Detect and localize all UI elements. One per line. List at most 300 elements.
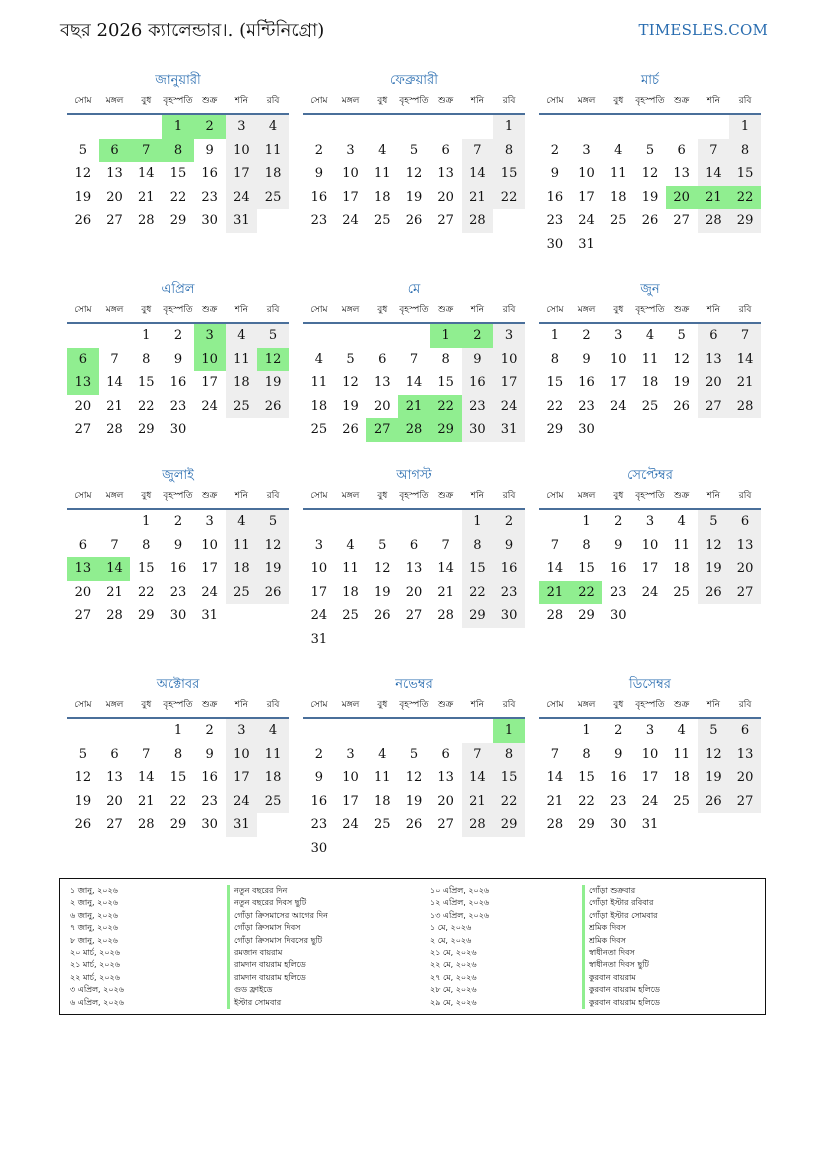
holiday-date: ১০ এপ্রিল, ২০২৬ xyxy=(430,886,490,895)
day-cell: 12 xyxy=(405,166,423,181)
day-cell: 29 xyxy=(137,422,155,437)
day-cell: 16 xyxy=(201,166,218,181)
day-cell: 17 xyxy=(641,561,659,576)
holiday-date: ২২ মার্চ, ২০২৬ xyxy=(70,972,120,982)
weekday-label: বৃহস্পতি xyxy=(635,700,665,710)
weekday-header xyxy=(539,695,761,719)
holiday-name: স্বাধীনতা দিবস ছুটি xyxy=(582,959,660,971)
day-cell: 29 xyxy=(169,213,187,228)
empty-cell xyxy=(366,628,398,652)
day-cell: 9 xyxy=(205,746,214,762)
day-cell: 8 xyxy=(582,537,591,553)
day-cell: 11 xyxy=(373,166,391,181)
day-cell: 30 xyxy=(609,608,627,623)
empty-cell xyxy=(634,233,666,257)
holiday-dates-col1 xyxy=(70,885,124,1009)
day-cell: 18 xyxy=(641,375,659,390)
empty-cell xyxy=(257,418,289,442)
day-cell: 19 xyxy=(257,557,289,581)
week-row xyxy=(67,557,289,581)
holiday-name: গোঁড়া ইস্টার সোমবার xyxy=(582,910,660,922)
weekday-header xyxy=(539,300,761,324)
week-row xyxy=(303,395,525,419)
empty-cell xyxy=(257,813,289,837)
holiday-names-col2 xyxy=(582,885,660,1009)
holiday-date: ২০ মার্চ, ২০২৬ xyxy=(70,947,120,957)
day-cell: 15 xyxy=(437,375,454,390)
week-row xyxy=(67,348,289,372)
day-cell: 27 xyxy=(698,395,730,419)
month-calendar xyxy=(303,281,525,442)
day-cell: 24 xyxy=(578,213,595,228)
empty-cell xyxy=(303,115,335,139)
empty-cell xyxy=(130,719,162,743)
day-cell: 22 xyxy=(137,584,155,600)
empty-cell xyxy=(462,115,494,139)
week-row xyxy=(67,115,289,139)
empty-cell xyxy=(666,813,698,837)
empty-cell xyxy=(698,115,730,139)
week-row xyxy=(303,115,525,139)
day-cell: 4 xyxy=(378,142,387,158)
week-row xyxy=(539,557,761,581)
day-cell: 8 xyxy=(142,351,151,367)
day-cell: 4 xyxy=(677,514,686,529)
day-cell: 23 xyxy=(169,584,187,600)
day-cell: 24 xyxy=(342,817,359,832)
weekday-label: শুক্র xyxy=(438,700,454,710)
week-row xyxy=(539,371,761,395)
weekday-header xyxy=(303,486,525,510)
weekday-label: মঙ্গল xyxy=(341,700,360,710)
month-name: এপ্রিল xyxy=(161,282,195,297)
week-row xyxy=(303,534,525,558)
day-cell: 28 xyxy=(729,395,761,419)
day-cell: 28 xyxy=(546,817,564,832)
day-cell: 16 xyxy=(169,375,187,390)
week-row xyxy=(303,604,525,628)
day-cell: 2 xyxy=(614,514,623,529)
day-cell: 13 xyxy=(729,743,761,767)
empty-cell xyxy=(729,604,761,628)
weekday-label: বুধ xyxy=(141,700,152,710)
day-cell: 1 xyxy=(582,723,591,738)
day-cell: 10 xyxy=(578,166,595,181)
day-cell: 7 xyxy=(409,351,419,367)
day-cell: 26 xyxy=(342,422,359,437)
day-cell: 15 xyxy=(493,162,525,186)
empty-cell xyxy=(335,510,367,534)
day-cell: 10 xyxy=(194,348,226,372)
week-row xyxy=(539,115,761,139)
week-row xyxy=(303,581,525,605)
day-cell: 24 xyxy=(310,608,328,623)
holiday-name: গোঁড়া ক্রিসমাসের আগের দিন xyxy=(227,910,328,922)
day-cell: 20 xyxy=(405,584,423,600)
week-row xyxy=(67,186,289,210)
weekday-label: বৃহস্পতি xyxy=(399,96,429,106)
day-cell: 27 xyxy=(729,790,761,814)
week-row xyxy=(539,162,761,186)
day-cell: 22 xyxy=(546,398,564,414)
day-cell: 21 xyxy=(137,793,155,809)
day-cell: 21 xyxy=(546,793,564,809)
weekday-label: সোম xyxy=(74,96,92,106)
weekday-label: শুক্র xyxy=(438,491,454,501)
day-cell: 3 xyxy=(346,746,355,762)
day-cell: 22 xyxy=(462,581,494,605)
weekday-header xyxy=(67,486,289,510)
day-cell: 17 xyxy=(641,770,659,785)
weekday-label: বুধ xyxy=(141,305,152,315)
weekday-label: বুধ xyxy=(377,305,388,315)
day-cell: 20 xyxy=(106,189,123,205)
day-cell: 10 xyxy=(310,561,328,576)
day-cell: 12 xyxy=(74,166,92,181)
day-cell: 21 xyxy=(462,186,494,210)
day-cell: 7 xyxy=(550,746,559,762)
day-cell: 1 xyxy=(729,115,761,139)
holiday-date: ২ মে, ২০২৬ xyxy=(430,935,472,945)
day-cell: 10 xyxy=(342,770,359,785)
day-cell: 7 xyxy=(441,537,450,553)
day-cell: 5 xyxy=(698,510,730,534)
day-cell: 30 xyxy=(609,817,627,832)
weekday-label: রবি xyxy=(738,96,752,106)
weekday-label: সোম xyxy=(310,491,328,501)
empty-cell xyxy=(666,418,698,442)
weekday-label: শনি xyxy=(234,305,248,315)
weekday-label: সোম xyxy=(546,491,564,501)
weekday-label: বৃহস্পতি xyxy=(399,700,429,710)
day-cell: 28 xyxy=(137,213,155,228)
weekday-label: রবি xyxy=(502,96,516,106)
day-cell: 17 xyxy=(578,189,595,205)
day-cell: 3 xyxy=(314,537,323,553)
day-cell: 11 xyxy=(310,375,328,390)
day-cell: 13 xyxy=(673,166,690,181)
day-cell: 25 xyxy=(310,422,328,437)
day-cell: 9 xyxy=(314,770,323,785)
week-row xyxy=(67,395,289,419)
day-cell: 19 xyxy=(74,793,92,809)
empty-cell xyxy=(398,719,430,743)
day-cell: 19 xyxy=(373,584,391,600)
day-cell: 10 xyxy=(493,348,525,372)
empty-cell xyxy=(729,813,761,837)
day-cell: 2 xyxy=(314,142,323,158)
empty-cell xyxy=(67,510,99,534)
day-cell: 15 xyxy=(546,375,564,390)
day-cell: 7 xyxy=(550,537,559,553)
weekday-label: মঙ্গল xyxy=(105,96,124,106)
day-cell: 12 xyxy=(74,770,92,785)
weekday-label: বুধ xyxy=(613,491,624,501)
holiday-name: গুড ফ্রাইডে xyxy=(227,984,328,996)
empty-cell xyxy=(666,604,698,628)
week-row xyxy=(539,233,761,257)
day-cell: 15 xyxy=(493,766,525,790)
weekday-label: রবি xyxy=(738,491,752,501)
day-cell: 28 xyxy=(437,608,454,623)
month-name: ফেব্রুয়ারী xyxy=(390,73,438,88)
day-cell: 9 xyxy=(614,746,623,762)
week-row xyxy=(67,139,289,163)
weekday-label: মঙ্গল xyxy=(341,96,360,106)
day-cell: 20 xyxy=(437,189,454,205)
week-row xyxy=(303,162,525,186)
empty-cell xyxy=(99,719,131,743)
month-calendar xyxy=(303,72,525,233)
empty-cell xyxy=(729,233,761,257)
day-cell: 27 xyxy=(366,418,398,442)
day-cell: 4 xyxy=(257,115,289,139)
day-cell: 24 xyxy=(201,398,218,414)
day-cell: 19 xyxy=(698,766,730,790)
day-cell: 25 xyxy=(226,581,258,605)
holiday-date: ২৭ মে, ২০২৬ xyxy=(430,972,477,982)
day-cell: 17 xyxy=(342,793,359,809)
holiday-list xyxy=(59,878,766,1015)
day-cell: 6 xyxy=(378,351,387,367)
day-cell: 9 xyxy=(173,351,183,367)
day-cell: 20 xyxy=(729,557,761,581)
day-cell: 16 xyxy=(609,770,627,785)
day-cell: 6 xyxy=(409,537,419,553)
weekday-label: রবি xyxy=(266,491,280,501)
day-cell: 10 xyxy=(226,743,258,767)
day-cell: 30 xyxy=(493,604,525,628)
day-cell: 14 xyxy=(437,561,454,576)
day-cell: 3 xyxy=(205,514,214,529)
day-cell: 5 xyxy=(677,328,686,343)
weekday-label: মঙ্গল xyxy=(577,305,596,315)
month-name: অক্টোবর xyxy=(156,677,200,692)
day-cell: 27 xyxy=(437,213,454,228)
month-calendar xyxy=(539,281,761,442)
day-cell: 31 xyxy=(578,236,595,252)
day-cell: 17 xyxy=(201,375,218,390)
weekday-label: বুধ xyxy=(377,491,388,501)
week-row xyxy=(539,743,761,767)
holiday-date: ২১ মে, ২০২৬ xyxy=(430,947,477,957)
weekday-label: সোম xyxy=(546,700,564,710)
page-title: বছর 2026 ক্যালেন্ডার।. (মন্টিনিগ্রো) xyxy=(60,20,325,41)
day-cell: 3 xyxy=(194,324,226,348)
day-cell: 6 xyxy=(729,719,761,743)
day-cell: 1 xyxy=(582,514,591,529)
day-cell: 26 xyxy=(405,213,423,228)
day-cell: 4 xyxy=(226,324,258,348)
day-cell: 29 xyxy=(462,604,494,628)
holiday-name: গোঁড়া ক্রিসমাস দিবসের ছুটি xyxy=(227,935,328,947)
day-cell: 25 xyxy=(342,608,359,623)
day-cell: 4 xyxy=(314,351,323,367)
holiday-name: ইস্টার সোমবার xyxy=(227,997,328,1009)
day-cell: 23 xyxy=(462,395,494,419)
day-cell: 19 xyxy=(74,189,92,205)
day-cell: 28 xyxy=(106,422,123,437)
day-cell: 18 xyxy=(257,162,289,186)
empty-cell xyxy=(698,418,730,442)
day-cell: 12 xyxy=(342,375,359,390)
day-cell: 9 xyxy=(614,537,623,553)
day-cell: 16 xyxy=(201,770,218,785)
empty-cell xyxy=(366,719,398,743)
day-cell: 15 xyxy=(729,162,761,186)
weekday-header xyxy=(303,695,525,719)
day-cell: 2 xyxy=(173,514,183,529)
day-cell: 26 xyxy=(257,395,289,419)
week-row xyxy=(303,813,525,837)
holiday-names-col1 xyxy=(227,885,328,1009)
empty-cell xyxy=(398,837,430,861)
day-cell: 30 xyxy=(169,608,187,623)
week-row xyxy=(67,418,289,442)
empty-cell xyxy=(602,115,634,139)
day-cell: 13 xyxy=(698,348,730,372)
day-cell: 15 xyxy=(578,770,595,785)
day-cell: 18 xyxy=(673,770,690,785)
day-cell: 4 xyxy=(257,719,289,743)
day-cell: 18 xyxy=(373,793,391,809)
day-cell: 19 xyxy=(405,189,423,205)
week-row xyxy=(539,719,761,743)
week-row xyxy=(67,324,289,348)
empty-cell xyxy=(539,719,571,743)
holiday-date: ২ জানু, ২০২৬ xyxy=(70,898,118,908)
day-cell: 30 xyxy=(201,817,218,832)
month-calendar xyxy=(303,467,525,651)
weekday-label: শুক্র xyxy=(674,491,690,501)
weekday-label: বুধ xyxy=(613,700,624,710)
day-cell: 10 xyxy=(342,166,359,181)
day-cell: 3 xyxy=(614,328,623,343)
weekday-label: শনি xyxy=(706,305,720,315)
empty-cell xyxy=(335,324,367,348)
day-cell: 26 xyxy=(673,398,690,414)
day-cell: 4 xyxy=(346,537,355,553)
empty-cell xyxy=(666,115,698,139)
day-cell: 12 xyxy=(257,348,289,372)
weekday-header xyxy=(303,91,525,115)
day-cell: 3 xyxy=(346,142,355,158)
day-cell: 13 xyxy=(67,557,99,581)
weekday-label: মঙ্গল xyxy=(341,491,360,501)
weekday-header xyxy=(303,300,525,324)
day-cell: 19 xyxy=(698,557,730,581)
weekday-label: রবি xyxy=(738,305,752,315)
week-row xyxy=(539,604,761,628)
holiday-date: ৩ এপ্রিল, ২০২৬ xyxy=(70,985,124,995)
day-cell: 16 xyxy=(310,189,328,205)
week-row xyxy=(67,209,289,233)
week-row xyxy=(67,510,289,534)
day-cell: 26 xyxy=(698,581,730,605)
day-cell: 24 xyxy=(226,186,258,210)
day-cell: 21 xyxy=(106,398,123,414)
day-cell: 12 xyxy=(673,351,690,367)
day-cell: 29 xyxy=(546,422,564,437)
day-cell: 11 xyxy=(373,770,391,785)
day-cell: 22 xyxy=(571,581,603,605)
day-cell: 14 xyxy=(106,375,123,390)
day-cell: 26 xyxy=(257,581,289,605)
day-cell: 25 xyxy=(641,398,659,414)
day-cell: 20 xyxy=(437,793,454,809)
day-cell: 26 xyxy=(74,213,92,228)
day-cell: 11 xyxy=(673,746,690,762)
empty-cell xyxy=(462,719,494,743)
weekday-label: সোম xyxy=(74,305,92,315)
weekday-header xyxy=(67,695,289,719)
month-calendar xyxy=(67,467,289,628)
week-row xyxy=(67,162,289,186)
day-cell: 25 xyxy=(673,584,690,600)
weekday-label: শনি xyxy=(470,305,484,315)
day-cell: 6 xyxy=(441,746,450,762)
empty-cell xyxy=(257,209,289,233)
day-cell: 11 xyxy=(609,166,627,181)
day-cell: 17 xyxy=(493,371,525,395)
weekday-header xyxy=(539,486,761,510)
day-cell: 17 xyxy=(609,375,627,390)
day-cell: 16 xyxy=(169,561,187,576)
week-row xyxy=(303,209,525,233)
week-row xyxy=(539,418,761,442)
empty-cell xyxy=(303,719,335,743)
day-cell: 17 xyxy=(201,561,218,576)
empty-cell xyxy=(398,628,430,652)
day-cell: 26 xyxy=(698,790,730,814)
empty-cell xyxy=(462,628,494,652)
week-row xyxy=(303,186,525,210)
weekday-label: শুক্র xyxy=(438,96,454,106)
day-cell: 20 xyxy=(666,186,698,210)
day-cell: 13 xyxy=(437,166,454,181)
day-cell: 5 xyxy=(257,510,289,534)
day-cell: 22 xyxy=(169,793,187,809)
holiday-name: কুরবান বায়রাম হলিডে xyxy=(582,984,660,996)
day-cell: 6 xyxy=(441,142,450,158)
day-cell: 27 xyxy=(405,608,423,623)
day-cell: 25 xyxy=(226,395,258,419)
weekday-label: বৃহস্পতি xyxy=(635,96,665,106)
weekday-label: রবি xyxy=(502,305,516,315)
empty-cell xyxy=(571,115,603,139)
weekday-label: শনি xyxy=(706,700,720,710)
day-cell: 13 xyxy=(373,375,391,390)
month-name: ডিসেম্বর xyxy=(629,677,671,692)
day-cell: 28 xyxy=(137,817,155,832)
day-cell: 1 xyxy=(493,719,525,743)
empty-cell xyxy=(493,628,525,652)
empty-cell xyxy=(602,418,634,442)
day-cell: 9 xyxy=(493,534,525,558)
weekday-label: সোম xyxy=(310,700,328,710)
site-logo[interactable]: TIMESLES.COM xyxy=(638,21,768,39)
day-cell: 12 xyxy=(257,534,289,558)
week-row xyxy=(67,719,289,743)
empty-cell xyxy=(698,813,730,837)
empty-cell xyxy=(303,324,335,348)
empty-cell xyxy=(99,324,131,348)
day-cell: 17 xyxy=(226,162,258,186)
weekday-header xyxy=(539,91,761,115)
empty-cell xyxy=(303,510,335,534)
holiday-date: ২৯ মে, ২০২৬ xyxy=(430,997,477,1007)
weekday-label: বৃহস্পতি xyxy=(163,96,193,106)
